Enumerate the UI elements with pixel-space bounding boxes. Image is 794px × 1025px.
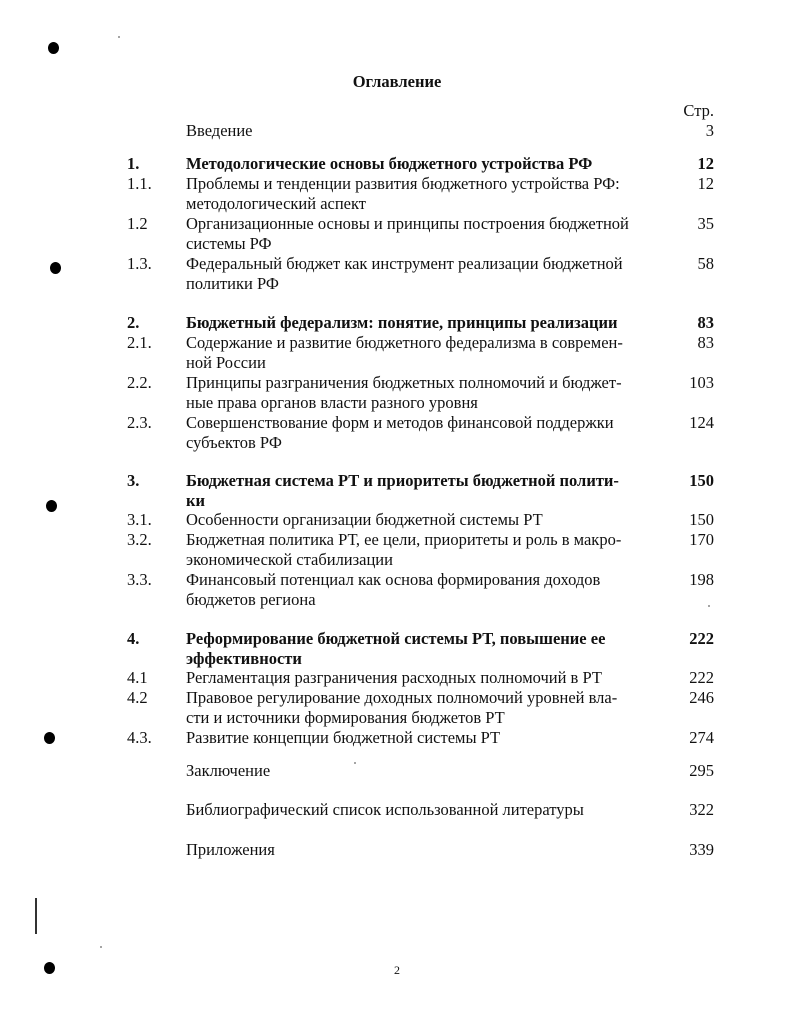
toc-entry-page: 274 — [689, 728, 714, 747]
toc-title: Оглавление — [352, 72, 442, 91]
toc-entry-title-line: Финансовый потенциал как основа формирования доходов — [186, 570, 601, 589]
toc-entry-title-line: ные права органов власти разного уровня — [186, 393, 478, 412]
toc-entry-title-line: бюджетов региона — [186, 590, 316, 609]
toc-entry-page: 339 — [689, 840, 714, 859]
scan-edge-mark — [35, 898, 37, 934]
toc-entry-page: 295 — [689, 761, 714, 780]
page-column-header: Стр. — [683, 101, 714, 120]
toc-entry-title-line: Бюджетный федерализм: понятие, принципы реализации — [186, 313, 618, 332]
toc-entry-page: 3 — [705, 121, 714, 140]
toc-entry-page: 170 — [689, 530, 714, 549]
toc-entry-title-line: Методологические основы бюджетного устройства РФ — [186, 154, 593, 173]
toc-entry — [0, 840, 794, 860]
binder-hole-1 — [48, 42, 59, 54]
toc-entry-title-line: Библиографический список использованной литературы — [186, 800, 584, 819]
toc-entry-title-line: экономической стабилизации — [186, 550, 393, 569]
toc-entry-number: 1.2 — [127, 214, 148, 233]
toc-entry — [0, 333, 794, 373]
toc-entry-title-line: методологический аспект — [186, 194, 367, 213]
toc-entry-page: 35 — [697, 214, 714, 233]
toc-entry-page: 83 — [697, 333, 714, 352]
toc-entry-number: 1.1. — [127, 174, 152, 193]
toc-entry-number: 4.2 — [127, 688, 148, 707]
toc-entry-number: 4. — [127, 629, 140, 648]
toc-entry-page: 12 — [697, 174, 714, 193]
toc-entry — [0, 800, 794, 820]
toc-entry-title-line: Бюджетная политика РТ, ее цели, приоритеты и роль в макро- — [186, 530, 622, 549]
toc-entry-title-line: Принципы разграничения бюджетных полномочий и бюджет- — [186, 373, 622, 392]
toc-entry-number: 4.3. — [127, 728, 152, 747]
toc-entry-page: 103 — [689, 373, 714, 392]
toc-entry — [0, 570, 794, 610]
toc-entry-title-line: Реформирование бюджетной системы РТ, повышение ее — [186, 629, 606, 648]
toc-entry-title-line: Проблемы и тенденции развития бюджетного устройства РФ: — [186, 174, 620, 193]
toc-entry-number: 2.1. — [127, 333, 152, 352]
toc-entry-page: 150 — [689, 471, 714, 490]
toc-entry-title-line: Введение — [186, 121, 253, 140]
toc-entry-page: 322 — [689, 800, 714, 819]
toc-entry-title-line: Развитие концепции бюджетной системы РТ — [186, 728, 501, 747]
toc-entry-title-line: Бюджетная система РТ и приоритеты бюджетной полити- — [186, 471, 619, 490]
toc-entry-number: 4.1 — [127, 668, 148, 687]
toc-entry — [0, 668, 794, 688]
toc-entry-title-line: политики РФ — [186, 274, 279, 293]
toc-entry — [0, 629, 794, 669]
toc-entry — [0, 688, 794, 728]
toc-entry-page: 124 — [689, 413, 714, 432]
toc-entry — [0, 214, 794, 254]
page-number: 2 — [394, 963, 400, 977]
toc-entry-title-line: ной России — [186, 353, 266, 372]
toc-entry — [0, 510, 794, 530]
toc-entry-title-line: Регламентация разграничения расходных полномочий в РТ — [186, 668, 602, 687]
toc-entry-page: 246 — [689, 688, 714, 707]
toc-entry — [0, 313, 794, 333]
toc-entry — [0, 154, 794, 174]
toc-entry-number: 3.2. — [127, 530, 152, 549]
toc-entry-number: 2.2. — [127, 373, 152, 392]
toc-entry — [0, 413, 794, 453]
scan-speck — [118, 36, 120, 38]
toc-entry-title-line: эффективности — [186, 649, 302, 668]
toc-entry-title-line: Особенности организации бюджетной системы РТ — [186, 510, 543, 529]
toc-entry-title-line: Заключение — [186, 761, 271, 780]
toc-entry-page: 83 — [697, 313, 714, 332]
toc-entry-number: 3. — [127, 471, 140, 490]
toc-entry-title-line: Организационные основы и принципы построения бюджетной — [186, 214, 629, 233]
toc-entry — [0, 761, 794, 781]
toc-entry — [0, 174, 794, 214]
toc-entry-number: 1.3. — [127, 254, 152, 273]
toc-entry — [0, 471, 794, 511]
toc-entry-title-line: субъектов РФ — [186, 433, 282, 452]
toc-entry-number: 1. — [127, 154, 140, 173]
scan-speck — [100, 946, 102, 948]
toc-entry — [0, 121, 794, 141]
toc-entry — [0, 530, 794, 570]
toc-entry-title-line: Совершенствование форм и методов финансовой поддержки — [186, 413, 614, 432]
toc-entry-page: 150 — [689, 510, 714, 529]
toc-entry-title-line: Правовое регулирование доходных полномочий уровней вла- — [186, 688, 618, 707]
toc-entry-page: 222 — [689, 668, 714, 687]
toc-entry-title-line: системы РФ — [186, 234, 272, 253]
toc-entry-page: 198 — [689, 570, 714, 589]
toc-entry — [0, 373, 794, 413]
toc-entry-page: 12 — [697, 154, 714, 173]
toc-entry — [0, 728, 794, 748]
toc-entry-number: 2.3. — [127, 413, 152, 432]
toc-entry-title-line: Содержание и развитие бюджетного федерализма в современ- — [186, 333, 623, 352]
toc-entry-title-line: Приложения — [186, 840, 275, 859]
toc-entry-number: 3.3. — [127, 570, 152, 589]
toc-entry-title-line: Федеральный бюджет как инструмент реализации бюджетной — [186, 254, 623, 273]
toc-entry-title-line: сти и источники формирования бюджетов РТ — [186, 708, 505, 727]
toc-entry-page: 222 — [689, 629, 714, 648]
toc-entry-page: 58 — [697, 254, 714, 273]
toc-entry-number: 3.1. — [127, 510, 152, 529]
toc-entry-title-line: ки — [186, 491, 206, 510]
toc-entry-number: 2. — [127, 313, 140, 332]
toc-entry — [0, 254, 794, 294]
